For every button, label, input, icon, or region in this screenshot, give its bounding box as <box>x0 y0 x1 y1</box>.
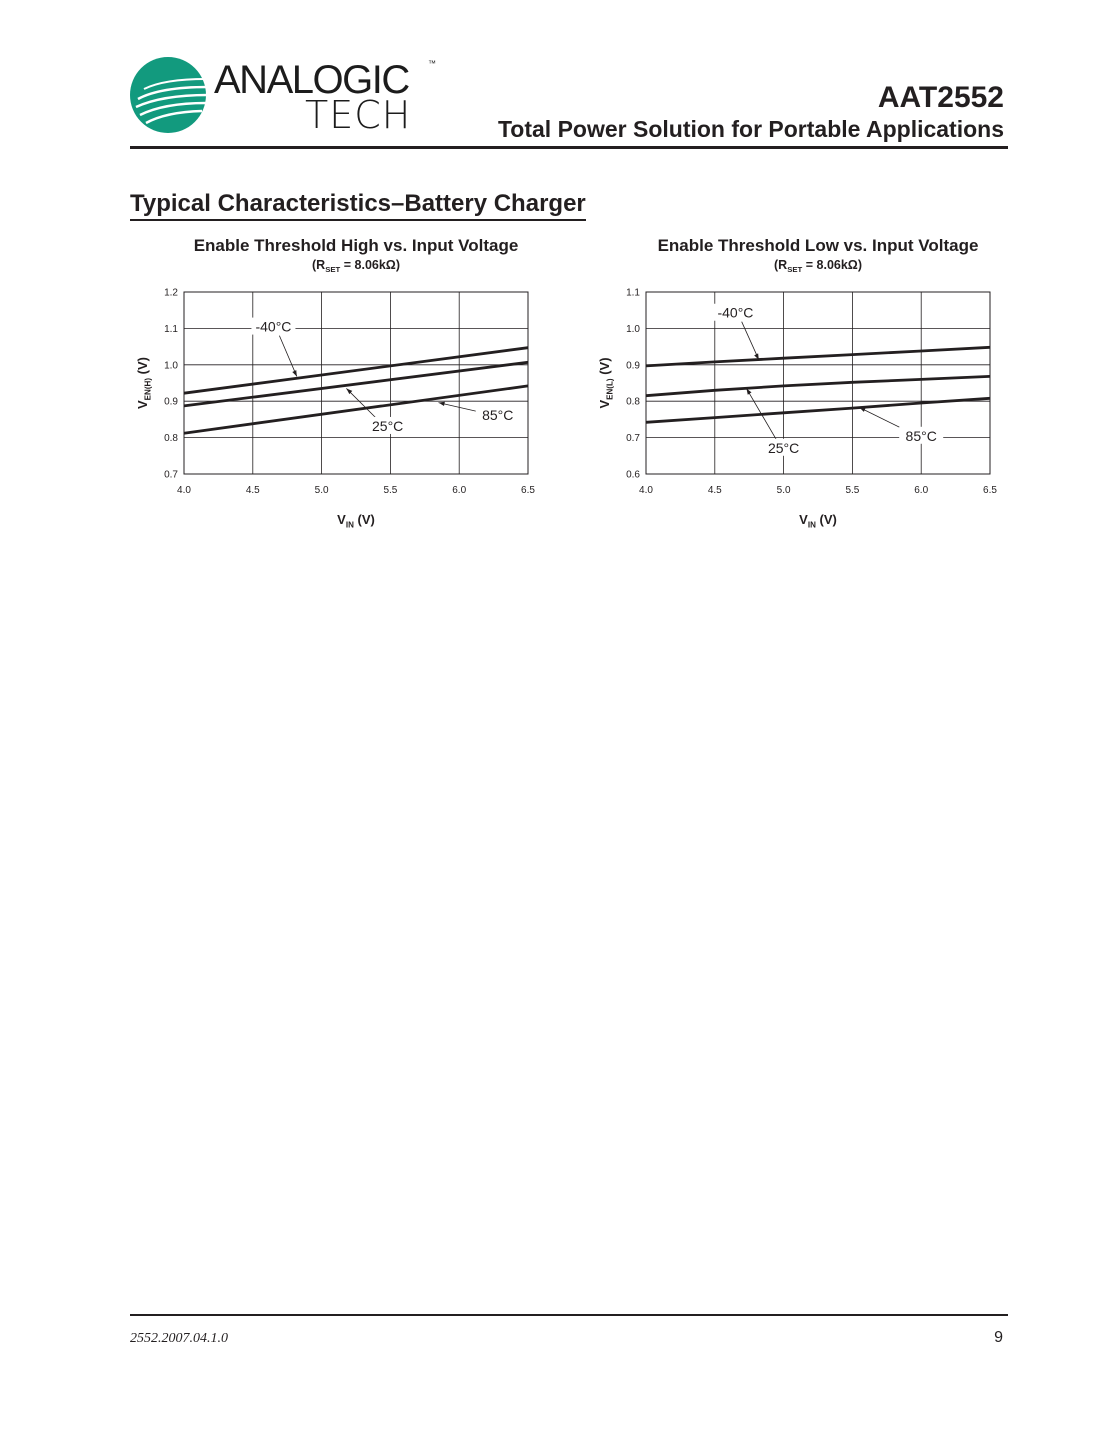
annotation-label: 85°C <box>905 427 937 444</box>
logo-trademark: ™ <box>428 59 436 68</box>
x-tick-label: 5.0 <box>776 485 791 496</box>
annotation-label: 25°C <box>372 417 404 434</box>
footer-divider <box>130 1314 1008 1316</box>
document-title: Total Power Solution for Portable Applications <box>497 116 1004 142</box>
x-tick-label: 6.0 <box>914 485 929 496</box>
annotation-leader <box>279 336 296 377</box>
annotation-arrowhead <box>859 407 865 412</box>
annotation-label: 85°C <box>482 407 514 424</box>
y-tick-label: 1.0 <box>626 323 640 335</box>
y-tick-label: 1.0 <box>164 360 178 372</box>
chart-enable-threshold-high <box>130 230 550 540</box>
annotation-label: 25°C <box>767 439 800 456</box>
chart-title: Enable Threshold Low vs. Input Voltage <box>657 236 979 255</box>
logo-circle-icon <box>130 57 210 137</box>
y-tick-label: 1.2 <box>164 287 178 299</box>
x-axis-label: $V_{IN}$ (V) <box>337 512 375 530</box>
annotation-label: -40°C <box>255 318 292 335</box>
annotation-arrowhead <box>439 402 445 406</box>
chart-title: Enable Threshold High vs. Input Voltage <box>193 236 519 255</box>
chart-svg <box>130 230 550 540</box>
x-axis-label: $V_{IN}$ (V) <box>799 512 837 530</box>
x-tick-label: 6.5 <box>983 485 997 496</box>
series-line-85c <box>646 398 990 422</box>
series-line-25c <box>184 362 528 406</box>
y-tick-label: 0.7 <box>626 433 640 445</box>
annotation-arrowhead <box>292 370 297 376</box>
x-tick-label: 4.0 <box>639 485 653 496</box>
y-axis-label: $V_{EN(L)}$ (V) <box>597 357 615 409</box>
chart-enable-threshold-low <box>592 230 1012 540</box>
x-tick-label: 5.5 <box>383 485 398 496</box>
annotation-leader <box>346 388 377 419</box>
header-divider <box>130 146 1008 149</box>
y-tick-label: 0.9 <box>626 360 640 372</box>
x-tick-label: 6.5 <box>521 485 535 496</box>
x-tick-label: 4.5 <box>707 485 722 496</box>
y-tick-label: 0.9 <box>164 396 178 408</box>
x-tick-label: 4.5 <box>245 485 260 496</box>
y-axis-label: $V_{EN(H)}$ (V) <box>135 357 153 409</box>
annotation-label: -40°C <box>717 304 754 321</box>
x-tick-label: 6.0 <box>452 485 467 496</box>
y-tick-label: 1.1 <box>626 287 640 299</box>
y-tick-label: 0.6 <box>626 469 640 481</box>
series-line-minus40c <box>184 348 528 394</box>
chart-subtitle: $(R_{SET} = 8.06k\Omega)$ <box>312 258 400 275</box>
logo-wordmark-tech: TECH <box>305 93 412 137</box>
annotation-leader <box>742 322 759 360</box>
y-tick-label: 0.8 <box>626 396 640 408</box>
x-tick-label: 5.0 <box>314 485 329 496</box>
chart-subtitle: $(R_{SET} = 8.06k\Omega)$ <box>774 258 862 275</box>
x-tick-label: 5.5 <box>845 485 860 496</box>
y-tick-label: 1.1 <box>164 323 178 335</box>
x-tick-label: 4.0 <box>177 485 191 496</box>
company-logo <box>130 55 450 135</box>
part-number: AAT2552 <box>877 81 1004 114</box>
logo-wordmark-analogic: ANALOGIC <box>214 58 409 102</box>
series-line-minus40c <box>646 347 990 366</box>
y-tick-label: 0.7 <box>164 469 178 481</box>
section-title: Typical Characteristics–Battery Charger <box>130 190 586 221</box>
y-tick-label: 0.8 <box>164 433 178 445</box>
series-line-25c <box>646 376 990 395</box>
document-code: 2552.2007.04.1.0 <box>130 1331 228 1346</box>
chart-svg <box>592 230 1012 540</box>
page-number: 9 <box>994 1329 1003 1346</box>
page-header <box>130 55 1008 150</box>
